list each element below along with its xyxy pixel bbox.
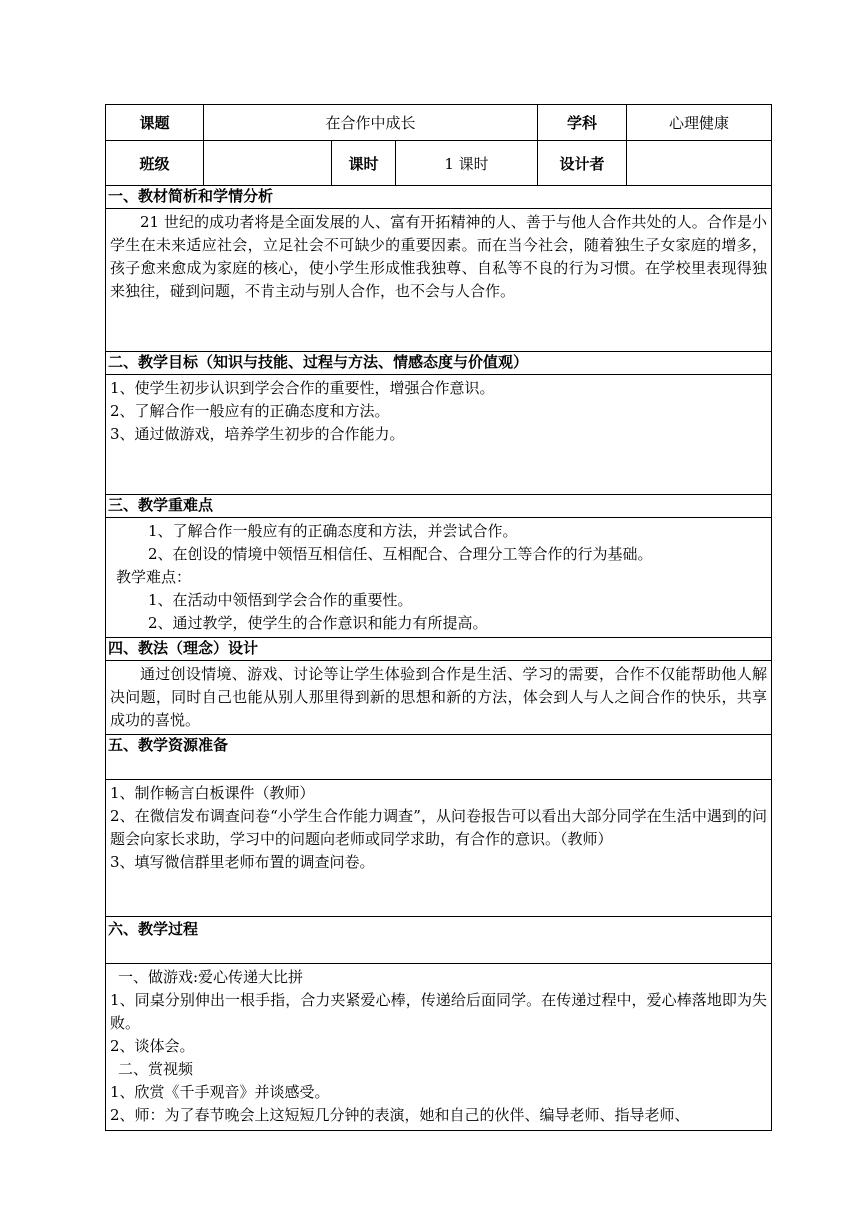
class-value — [204, 141, 332, 186]
lesson-plan-table — [105, 104, 772, 1131]
section-1-body-row — [106, 209, 772, 352]
section-2-body — [106, 375, 772, 495]
difficult-point-item: 2、通过教学，使学生的合作意识和能力有所提高。 — [148, 614, 488, 632]
resource-item: 2、在微信发布调查问卷“小学生合作能力调查”，从问卷报告可以看出大部分同学在生活中遇到的问题会向家长求助，学习中的问题向老师或同学求助，有合作的意识。（教师） — [110, 807, 768, 848]
topic-label: 课题 — [106, 105, 204, 141]
section-3-title-row — [106, 495, 772, 518]
objective-item: 3、通过做游戏，培养学生初步的合作能力。 — [110, 425, 405, 443]
section-1-text: 21 世纪的成功者将是全面发展的人、富有开拓精神的人、善于与他人合作共处的人。合作是小学生在未来适应社会，立足社会不可缺少的重要因素。而在当今社会，随着独生子女家庭的增多，孩子愈来愈成为家庭的核心，使小学生形成惟我独尊、自私等不良的行为习惯。在学校里表现得独来独往，碰到问题，不肯主动与别人合作，也不会与人合作。 — [110, 213, 768, 300]
header-row-topic — [106, 105, 772, 141]
section-6-title: 六、教学过程 — [106, 917, 772, 964]
subject-value: 心理健康 — [627, 105, 772, 141]
section-4-body-row — [106, 661, 772, 735]
header-row-class — [106, 141, 772, 186]
section-2-title-row — [106, 352, 772, 375]
section-5-title-row — [106, 735, 772, 780]
section-5-title: 五、教学资源准备 — [106, 735, 772, 780]
section-4-text: 通过创设情境、游戏、讨论等让学生体验到合作是生活、学习的需要，合作不仅能帮助他人解决问题，同时自己也能从别人那里得到新的思想和新的方法，体会到人与人之间合作的快乐，共享成功的喜悦。 — [110, 665, 768, 729]
section-1-title: 一、教材简析和学情分析 — [106, 186, 772, 209]
section-5-body-row — [106, 780, 772, 917]
section-6-body-row — [106, 964, 772, 1131]
section-2-title: 二、教学目标（知识与技能、过程与方法、情感态度与价值观） — [106, 352, 772, 375]
section-2-body-row — [106, 375, 772, 495]
hours-label: 课时 — [332, 141, 396, 186]
section-6-title-row — [106, 917, 772, 964]
difficult-label: 教学难点： — [116, 568, 192, 586]
subject-label: 学科 — [538, 105, 627, 141]
section-3-body — [106, 518, 772, 638]
designer-value — [627, 141, 772, 186]
section-1-title-row — [106, 186, 772, 209]
section-6-body — [106, 964, 772, 1131]
section-4-title: 四、教法（理念）设计 — [106, 638, 772, 661]
key-point-item: 1、了解合作一般应有的正确态度和方法，并尝试合作。 — [148, 522, 518, 540]
process-line: 2、谈体会。 — [110, 1037, 195, 1055]
section-1-body — [106, 209, 772, 352]
process-line: 1、同桌分别伸出一根手指，合力夹紧爱心棒，传递给后面同学。在传递过程中，爱心棒落地即为失败。 — [110, 991, 768, 1032]
hours-value: 1 课时 — [396, 141, 538, 186]
section-4-body — [106, 661, 772, 735]
class-label: 班级 — [106, 141, 204, 186]
key-point-item: 2、在创设的情境中领悟互相信任、互相配合、合理分工等合作的行为基础。 — [148, 545, 653, 563]
section-4-title-row — [106, 638, 772, 661]
objective-item: 2、了解合作一般应有的正确态度和方法。 — [110, 402, 390, 420]
section-3-title: 三、教学重难点 — [106, 495, 772, 518]
section-5-body — [106, 780, 772, 917]
section-3-body-row — [106, 518, 772, 638]
resource-item: 1、制作畅言白板课件（教师） — [110, 784, 315, 802]
difficult-point-item: 1、在活动中领悟到学会合作的重要性。 — [148, 591, 413, 609]
resource-item: 3、填写微信群里老师布置的调查问卷。 — [110, 853, 375, 871]
process-line: 1、欣赏《千手观音》并谈感受。 — [110, 1083, 330, 1101]
process-line: 二、赏视频 — [118, 1060, 194, 1078]
process-line: 2、师：为了春节晚会上这短短几分钟的表演，她和自己的伙伴、编导老师、指导老师、 — [110, 1106, 690, 1124]
objective-item: 1、使学生初步认识到学会合作的重要性，增强合作意识。 — [110, 379, 495, 397]
designer-label: 设计者 — [538, 141, 627, 186]
process-line: 一、做游戏:爱心传递大比拼 — [118, 968, 304, 986]
topic-value: 在合作中成长 — [204, 105, 538, 141]
